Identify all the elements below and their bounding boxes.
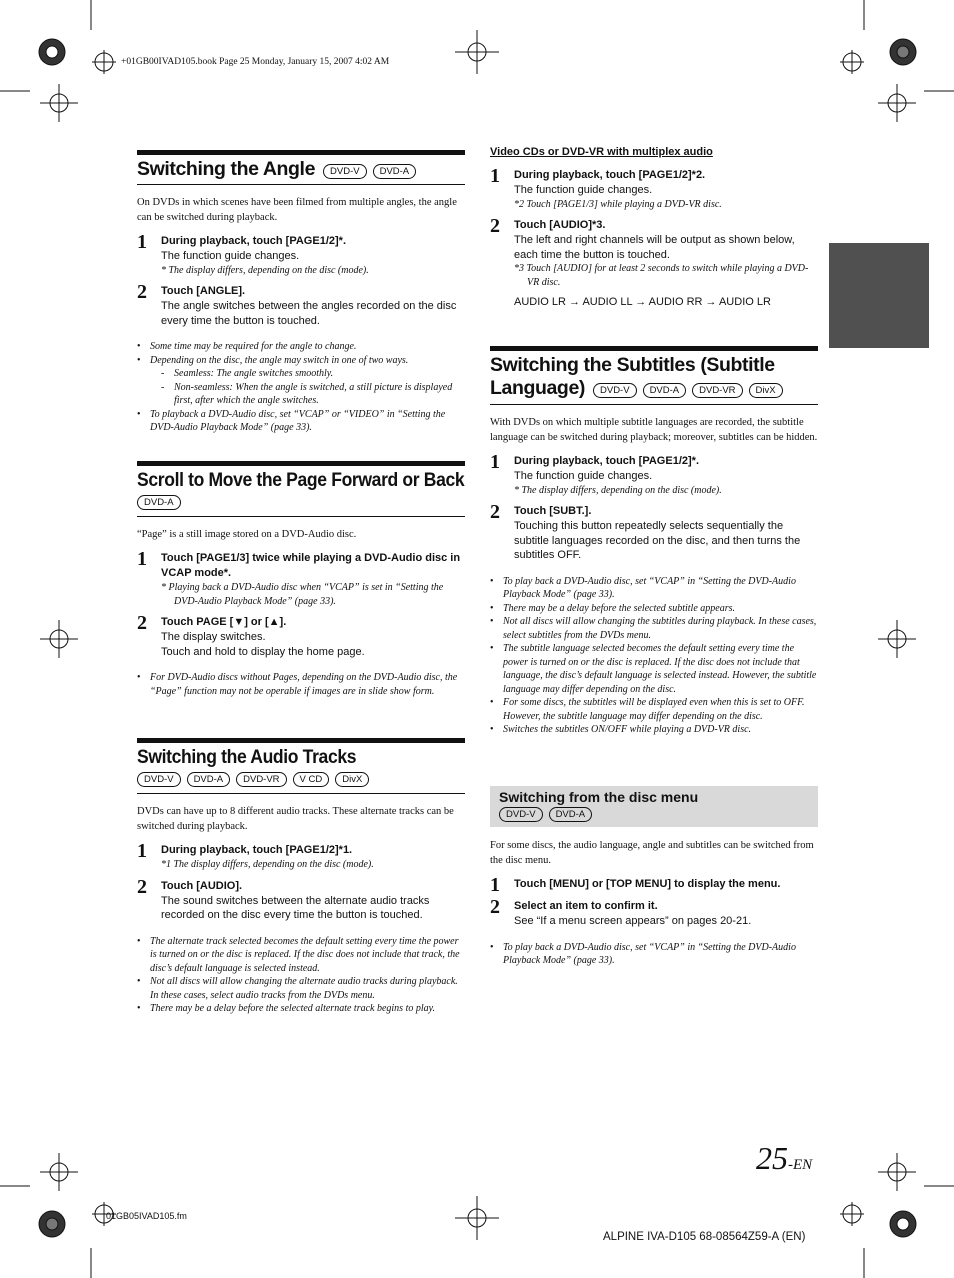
section-scroll-page — [137, 461, 465, 728]
step-2 — [137, 875, 465, 923]
step-footnote: *3 Touch [AUDIO] for at least 2 seconds to switch while playing a DVD-VR disc. — [514, 263, 809, 288]
notes-list — [137, 340, 465, 435]
step-footnote: *1 The display differs, depending on the disc (mode). — [161, 859, 374, 870]
step-title — [161, 615, 465, 630]
badge-dvd-v: DVD-V — [323, 164, 367, 179]
badge-divx: DivX — [335, 772, 369, 787]
step-1 — [137, 840, 465, 872]
chapter-side-tab — [829, 243, 929, 348]
section-title: Switching the Subtitles (Subtitle — [490, 354, 775, 376]
note-subitem: - Seamless: The angle switches smoothly. — [137, 367, 465, 381]
step-body: The function guide changes. — [161, 250, 300, 262]
step-2 — [490, 215, 818, 310]
section-angle — [137, 150, 465, 433]
section-intro: “Page” is a still image stored on a DVD-Audio disc. — [137, 529, 357, 540]
subsection-heading — [490, 786, 818, 827]
step-number: 1 — [490, 451, 500, 473]
disc-badges — [593, 383, 783, 398]
step-2 — [490, 501, 818, 563]
note-item: • For DVD-Audio discs without Pages, depending on the DVD-Audio disc, the “Page” function may not be operable if images are in slide show form. — [137, 671, 465, 698]
step-number: 2 — [490, 896, 500, 918]
section-disc-menu — [490, 786, 818, 968]
badge-dvd-a: DVD-A — [549, 807, 593, 822]
section-title: Switching the Audio Tracks — [137, 746, 357, 768]
note-item: • Switches the subtitles ON/OFF while playing a DVD-VR disc. — [490, 723, 818, 737]
note-item: • For some discs, the subtitles will be displayed even when this is set to OFF. However, the subtitle language may differ depending on the disc. — [490, 696, 818, 723]
step-title: Touch [PAGE1/3] twice while playing a DVD-Audio disc in VCAP mode*. — [161, 552, 461, 579]
subsection-title: Switching from the disc menu — [499, 789, 699, 805]
down-arrow-icon: ▼ — [233, 616, 245, 628]
audio-channel-sequence: AUDIO LR → AUDIO LL → AUDIO RR → AUDIO LR — [514, 296, 771, 308]
section-heading — [137, 461, 465, 517]
step-1 — [137, 231, 465, 277]
step-body: See “If a menu screen appears” on pages 20-21. — [514, 915, 752, 927]
badge-dvd-vr: DVD-VR — [236, 772, 286, 787]
step-body: The display switches. — [161, 631, 266, 643]
step-title: Touch [AUDIO]*3. — [514, 219, 606, 231]
badge-divx: DivX — [749, 383, 783, 398]
step-2 — [137, 281, 465, 328]
page-number-value: 25 — [756, 1140, 788, 1176]
step-number: 2 — [137, 612, 147, 634]
step-1 — [490, 165, 818, 211]
section-intro: On DVDs in which scenes have been filmed from multiple angles, the angle can be switched during playback. — [137, 197, 457, 223]
page-number — [756, 1140, 812, 1177]
section-title: Switching the Angle — [137, 158, 316, 180]
step-footnote: * Playing back a DVD-Audio disc when “VCAP” is set in “Setting the DVD-Audio Playback Mode” (page 33). — [161, 582, 444, 607]
step-number: 2 — [137, 281, 147, 303]
notes-list — [490, 575, 818, 737]
step-title: During playback, touch [PAGE1/2]*2. — [514, 169, 706, 181]
section-intro: DVDs can have up to 8 different audio tracks. These alternate tracks can be switched during playback. — [137, 806, 454, 832]
step-title: During playback, touch [PAGE1/2]*1. — [161, 844, 353, 856]
step-body: Touching this button repeatedly selects sequentially the subtitle languages recorded on the disc, and then turns the subtitles OFF. — [514, 520, 801, 561]
note-item: • Some time may be required for the angle to change. — [137, 340, 465, 354]
footer-model: ALPINE IVA-D105 68-08564Z59-A (EN) — [603, 1231, 806, 1243]
badge-dvd-a: DVD-A — [643, 383, 687, 398]
note-item: • The subtitle language selected becomes the default setting every time the power is turned on or the disc is replaced. If the disc does not include that language, the disc’s default language is selected instead. However, the subtitle language may differ depending on the disc. — [490, 642, 818, 696]
note-item: • To play back a DVD-Audio disc, set “VCAP” in “Setting the DVD-Audio Playback Mode” (page 33). — [490, 941, 818, 968]
section-intro: For some discs, the audio language, angle and subtitles can be switched from the disc menu. — [490, 840, 814, 866]
step-title: During playback, touch [PAGE1/2]*. — [161, 235, 346, 247]
badge-dvd-v: DVD-V — [593, 383, 637, 398]
note-item: • To playback a DVD-Audio disc, set “VCAP” or “VIDEO” in “Setting the DVD-Audio Playback Mode” (page 33). — [137, 408, 465, 435]
badge-vcd: V CD — [293, 772, 330, 787]
step-body: The sound switches between the alternate audio tracks recorded on the disc every time the button is touched. — [161, 894, 430, 921]
step-number: 1 — [137, 840, 147, 862]
step-title-part: ]. — [279, 616, 287, 628]
section-subtitles — [490, 346, 818, 786]
disc-badges — [137, 495, 181, 510]
step-number: 2 — [490, 215, 500, 237]
print-header: +01GB00IVAD105.book Page 25 Monday, January 15, 2007 4:02 AM — [121, 57, 390, 67]
step-number: 1 — [137, 548, 147, 570]
step-footnote: * The display differs, depending on the disc (mode). — [514, 484, 722, 496]
note-item: • Not all discs will allow changing the alternate audio tracks during playback. In these cases, select audio tracks from the DVDs menu. — [137, 975, 465, 1002]
footer-filename: 01GB05IVAD105.fm — [106, 1211, 187, 1221]
note-item: • The alternate track selected becomes the default setting every time the power is turned on or the disc is replaced. If the disc does not include that track, the disc’s default language is selected instead. — [137, 935, 465, 976]
step-number: 2 — [137, 875, 147, 898]
step-title: Select an item to confirm it. — [514, 900, 658, 912]
disc-badges — [499, 807, 592, 822]
step-2 — [137, 612, 465, 659]
step-1 — [490, 874, 818, 896]
note-item: • There may be a delay before the selected alternate track begins to play. — [137, 1002, 465, 1016]
step-title-part: Touch PAGE [ — [161, 616, 234, 628]
step-body: The angle switches between the angles recorded on the disc every time the button is touched. — [161, 300, 457, 327]
step-title: Touch [ANGLE]. — [161, 285, 246, 297]
subsection-heading: Video CDs or DVD-VR with multiplex audio — [490, 146, 713, 158]
step-body: The function guide changes. — [514, 184, 653, 196]
note-item: • Depending on the disc, the angle may switch in one of two ways. — [137, 354, 465, 368]
section-heading — [137, 738, 465, 794]
section-heading — [490, 346, 818, 405]
note-subitem: - Non-seamless: When the angle is switched, a still picture is displayed first, after which the angle switches. — [137, 381, 465, 408]
step-1 — [137, 548, 465, 608]
section-title: Scroll to Move the Page Forward or Back — [137, 469, 465, 491]
note-item: • To play back a DVD-Audio disc, set “VCAP” in “Setting the DVD-Audio Playback Mode” (page 33). — [490, 575, 818, 602]
step-title: Touch [AUDIO]. — [161, 879, 243, 892]
disc-badges — [137, 772, 369, 787]
note-item: • There may be a delay before the selected subtitle appears. — [490, 602, 818, 616]
step-footnote: *2 Touch [PAGE1/3] while playing a DVD-VR disc. — [514, 198, 722, 210]
step-body: The left and right channels will be output as shown below, each time the button is touched. — [514, 234, 795, 261]
page-number-suffix: -EN — [788, 1157, 813, 1173]
section-title-continued: Language) — [490, 377, 585, 399]
left-column — [137, 150, 465, 1016]
step-title: Touch [SUBT.]. — [514, 505, 592, 517]
notes-list — [137, 935, 465, 1016]
step-number: 1 — [490, 874, 500, 896]
step-2 — [490, 896, 818, 929]
step-footnote: * The display differs, depending on the disc (mode). — [161, 264, 369, 276]
step-body: Touch and hold to display the home page. — [161, 645, 365, 658]
step-1 — [490, 451, 818, 497]
notes-list — [137, 671, 465, 698]
step-number: 2 — [490, 501, 500, 523]
step-number: 1 — [137, 231, 147, 253]
step-title: Touch [MENU] or [TOP MENU] to display the menu. — [514, 878, 781, 890]
note-item: • Not all discs will allow changing the subtitles during playback. In these cases, select subtitles from the DVDs menu. — [490, 615, 818, 642]
notes-list — [490, 941, 818, 968]
step-title-part: ] or [ — [244, 616, 269, 628]
section-multiplex-audio — [490, 146, 818, 346]
section-intro: With DVDs on which multiple subtitle languages are recorded, the subtitle language can be switched during playback; moreover, subtitles can be hidden. — [490, 417, 818, 443]
badge-dvd-a: DVD-A — [373, 164, 417, 179]
right-column — [490, 146, 818, 968]
badge-dvd-a: DVD-A — [137, 495, 181, 510]
badge-dvd-vr: DVD-VR — [692, 383, 742, 398]
step-body: The function guide changes. — [514, 470, 653, 482]
section-heading — [137, 150, 465, 185]
badge-dvd-v: DVD-V — [137, 772, 181, 787]
step-number: 1 — [490, 165, 500, 187]
disc-badges — [323, 164, 416, 179]
badge-dvd-v: DVD-V — [499, 807, 543, 822]
step-title: During playback, touch [PAGE1/2]*. — [514, 455, 699, 467]
badge-dvd-a: DVD-A — [187, 772, 231, 787]
up-arrow-icon: ▲ — [268, 616, 280, 628]
section-audio-tracks — [137, 738, 465, 1016]
